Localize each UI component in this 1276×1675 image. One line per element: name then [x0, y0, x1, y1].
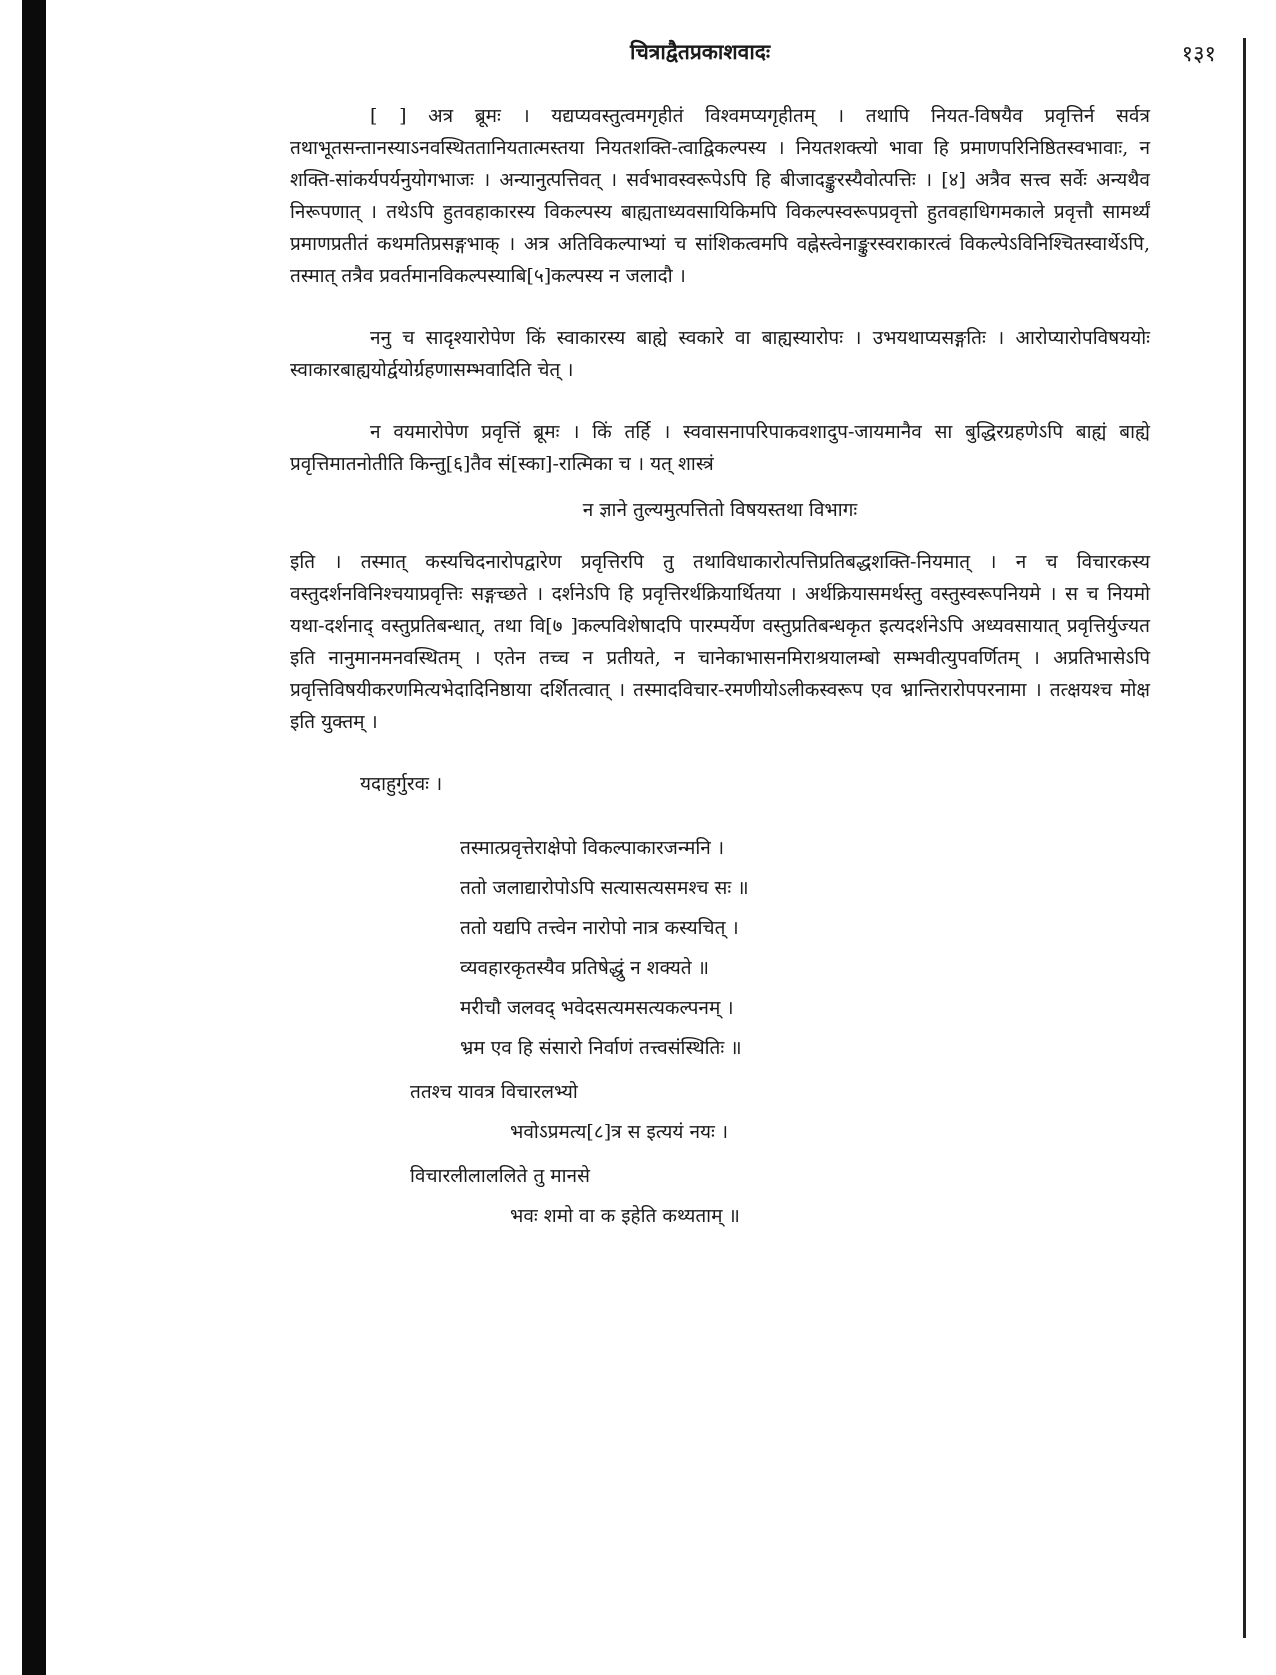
page-header — [290, 38, 1216, 78]
verse-line: मरीचौ जलवद् भवेदसत्यमसत्यकल्पनम् । — [460, 997, 734, 1019]
running-title: चित्राद्वैतप्रकाशवादः — [630, 39, 771, 64]
paragraph-4: इति । तस्मात् कस्यचिदनारोपद्वारेण प्रवृत्तिरपि तु तथाविधाकारोत्पत्तिप्रतिबद्धशक्ति-नियमात् । न च विचारकस्य वस्तुदर्शनविनिश्चयाप्रवृत्तिः सङ्गच्छते । दर्शनेऽपि हि प्रवृत्तिरर्थक्रियार्थितया । अर्थक्रियासमर्थस्तु वस्तुस्वरूपनियमे । स च नियमो यथा-दर्शनाद् वस्तुप्रतिबन्धात्, तथा वि[७ ]कल्पविशेषादपि पारम्पर्येण वस्तुप्रतिबन्धकृत इत्यदर्शनेऽपि अध्यवसायात् प्रवृत्तिर्युज्यत इति नानुमानमनवस्थितम् । एतेन तच्च न प्रतीयते, न चानेकाभासनमिराश्रयालम्बो सम्भवीत्युपवर्णितम् । अप्रतिभासेऽपि प्रवृत्तिविषयीकरणमित्यभेदादिनिष्ठाया दर्शितत्वात् । तस्मादविचार-रमणीयोऽलीकस्वरूप एव भ्रान्तिरारोपपरनामा । तत्क्षयश्च मोक्ष इति युक्तम् । — [290, 551, 1150, 733]
verse-line-second-half: भवः शमो वा क इहेति कथ्यताम् ॥ — [510, 1205, 740, 1227]
verse-line: भ्रम एव हि संसारो निर्वाणं तत्त्वसंस्थितिः ॥ — [460, 1037, 742, 1059]
verse-line-second-half: भवोऽप्रमत्य[८]त्र स इत्ययं नयः । — [510, 1121, 729, 1143]
verse-line-first-half: ततश्च यावत्र विचारलभ्यो — [410, 1081, 578, 1103]
verse-line: ततो जलाद्यारोपोऽपि सत्यासत्यसमश्च सः ॥ — [460, 877, 749, 899]
paragraph-2: ननु च सादृश्यारोपेण किं स्वाकारस्य बाह्ये स्वकारे वा बाह्यस्यारोपः । उभयथाप्यसङ्गतिः । आरोप्यारोपविषययोः स्वाकारबाह्ययोर्द्वयोर्ग्रहणासम्भवादिति चेत् । — [290, 327, 1150, 381]
paragraph-3: न वयमारोपेण प्रवृत्तिं ब्रूमः । किं तर्हि । स्ववासनापरिपाकवशादुप-जायमानैव सा बुद्धिरग्रहणेऽपि बाह्यं बाह्ये प्रवृत्तिमातनोतीति किन्तु[६]तैव सं[स्का]-रात्मिका च । यत् शास्त्रं — [290, 421, 1150, 475]
verse-stanza-1 — [370, 1072, 1150, 1152]
scan-binding-edge — [22, 0, 46, 1675]
paragraph-1: [ ] अत्र ब्रूमः । यद्यप्यवस्तुत्वमगृहीतं विश्वमप्यगृहीतम् । तथापि नियत-विषयैव प्रवृत्तिर्न सर्वत्र तथाभूतसन्तानस्याऽनवस्थिततानियतात्मस्तया नियतशक्ति-त्वाद्विकल्पस्य । नियतशक्त्यो भावा हि प्रमाणपरिनिष्ठितस्वभावाः, न शक्ति-सांकर्यपर्यनुयोगभाजः । अन्यानुत्पत्तिवत् । सर्वभावस्वरूपेऽपि हि बीजादङ्कुरस्यैवोत्पत्तिः । [४] अत्रैव सत्त्व सर्वेः अन्यथैव निरूपणात् । तथेऽपि हुतवहाकारस्य विकल्पस्य बाह्यताध्यवसायिकिमपि विकल्पस्वरूपप्रवृत्तो हुतवहाधिगमकाले प्रवृत्तौ सामर्थ्यं प्रमाणप्रतीतं कथमतिप्रसङ्गभाक् । अत्र अतिविकल्पाभ्यां च सांशिकत्वमपि वह्नेस्त्वेनाङ्कुरस्वराकारत्वं विकल्पेऽविनिश्चितस्वार्थेऽपि, तस्मात् तत्रैव प्रवर्तमानविकल्पस्याबि[५]कल्पस्य न जलादौ । — [290, 105, 1150, 287]
scan-right-margin-rule — [1243, 38, 1246, 1638]
verse-line: तस्मात्प्रवृत्तेराक्षेपो विकल्पाकारजन्मनि । — [460, 837, 725, 859]
verse-line: व्यवहारकृतस्यैव प्रतिषेद्धुं न शक्यते ॥ — [460, 957, 710, 979]
verse-block — [460, 828, 980, 1068]
page-number: १३१ — [1181, 42, 1216, 67]
verse-line-first-half: विचारलीलाललिते तु मानसे — [410, 1165, 590, 1187]
page-body — [290, 100, 1150, 1236]
verse-introduction: यदाहुर्गुरवः । — [360, 773, 443, 795]
verse-line: ततो यद्यपि तत्त्वेन नारोपो नात्र कस्यचित् । — [460, 917, 739, 939]
quoted-verse-line: न ज्ञाने तुल्यमुत्पत्तितो विषयस्तथा विभागः — [582, 499, 858, 521]
verse-stanza-2 — [370, 1156, 1150, 1236]
